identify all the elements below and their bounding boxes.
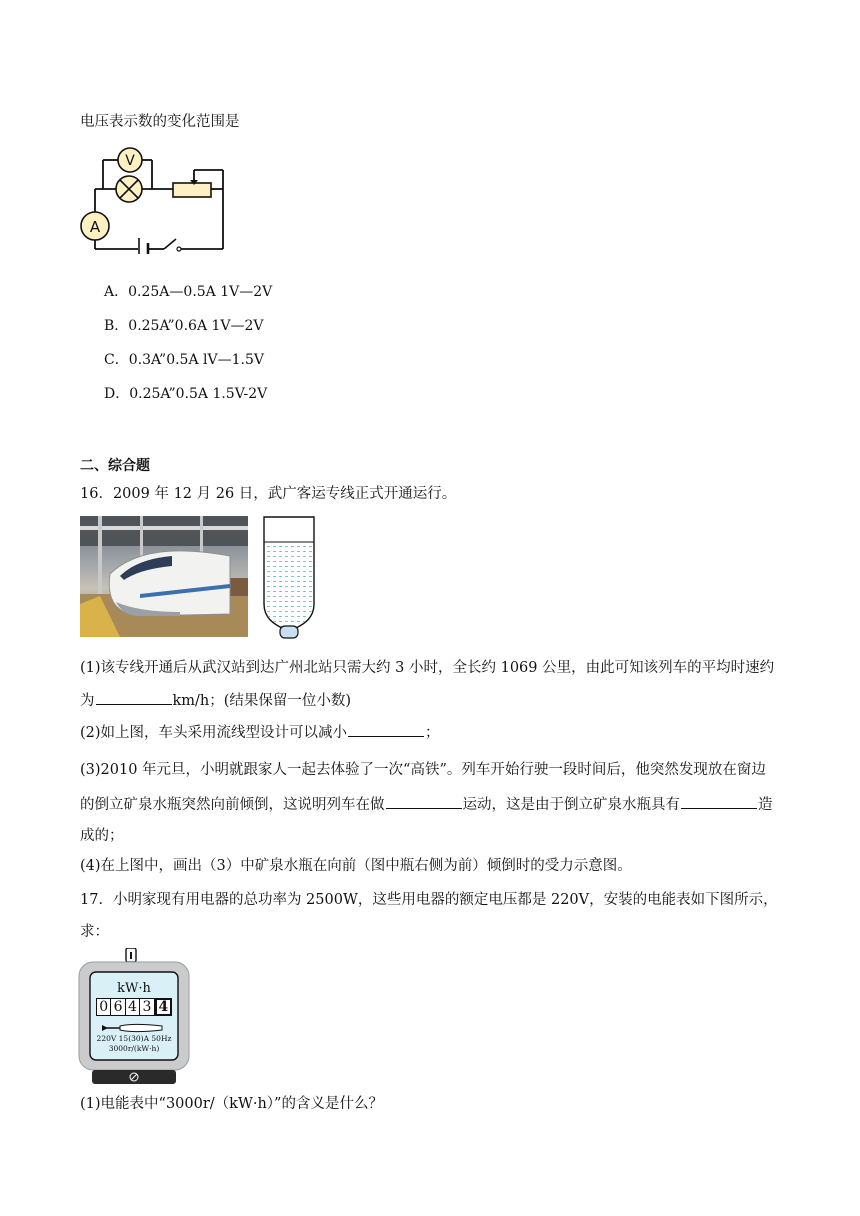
option-d: D．0.25A”0.5A 1.5V-2V [104, 386, 268, 402]
q16-part1-line1: (1)该专线开通后从武汉站到达广州北站只需大约 3 小时，全长约 1069 公里，由此可知该列车的平均时速约 [80, 660, 775, 676]
answer-blank-reduce[interactable] [348, 722, 424, 737]
q16-part3-line2: 的倒立矿泉水瓶突然向前倾倒，这说明列车在做 运动，这是由于倒立矿泉水瓶具有 造 [80, 794, 773, 815]
circuit-diagram [76, 142, 230, 254]
electric-meter [78, 948, 190, 1088]
meter-digit: 6 [111, 998, 125, 1016]
answer-blank-speed[interactable] [96, 690, 172, 705]
meter-unit: kW·h [117, 981, 151, 996]
q17-sub1: (1)电能表中“3000r/（kW·h）”的含义是什么？ [80, 1096, 383, 1112]
question-continuation: 电压表示数的变化范围是 [80, 114, 240, 130]
q16-part4: (4)在上图中，画出（3）中矿泉水瓶在向前（图中瓶右侧为前）倾倒时的受力示意图。 [80, 858, 632, 874]
q16-part3-line1: (3)2010 年元旦，小明就跟家人一起去体验了一次“高铁”。列车开始行驶一段时间后，他突然发现放在窗边 [80, 762, 766, 778]
option-b: B．0.25A”0.6A 1V—2V [104, 318, 264, 334]
q16-part1-line2: 为 km/h；(结果保留一位小数) [80, 690, 351, 711]
meter-digit: 3 [140, 998, 154, 1016]
meter-digit-decimal: 4 [155, 998, 172, 1016]
answer-blank-motion[interactable] [386, 794, 462, 809]
ammeter-label: A [89, 218, 101, 236]
inverted-bottle-diagram [260, 514, 318, 642]
voltmeter-label: V [125, 153, 135, 169]
option-c: C．0.3A”0.5A lV—1.5V [104, 352, 264, 368]
meter-digits [96, 998, 172, 1016]
q16-stem: 16．2009 年 12 月 26 日，武广客运专线正式开通运行。 [80, 486, 457, 502]
q16-part2: (2)如上图，车头采用流线型设计可以减小 ； [80, 722, 440, 743]
rheostat-icon [173, 183, 211, 197]
meter-spec-line2: 3000r/(kW·h) [108, 1044, 160, 1053]
q16-part3-line3: 成的； [80, 828, 124, 844]
answer-blank-inertia[interactable] [681, 794, 757, 809]
q17-stem-line2: 求： [80, 924, 109, 940]
switch-icon [177, 247, 181, 251]
train-photo [80, 516, 248, 637]
section-title: 二、综合题 [80, 458, 150, 474]
meter-digit: 4 [126, 998, 140, 1016]
option-a: A．0.25A—0.5A 1V—2V [104, 284, 273, 300]
meter-digit: 0 [96, 998, 111, 1016]
q17-stem-line1: 17．小明家现有用电器的总功率为 2500W，这些用电器的额定电压都是 220V，安装的电能表如下图所示， [80, 892, 778, 908]
meter-spec-line1: 220V 15(30)A 50Hz [96, 1034, 172, 1043]
